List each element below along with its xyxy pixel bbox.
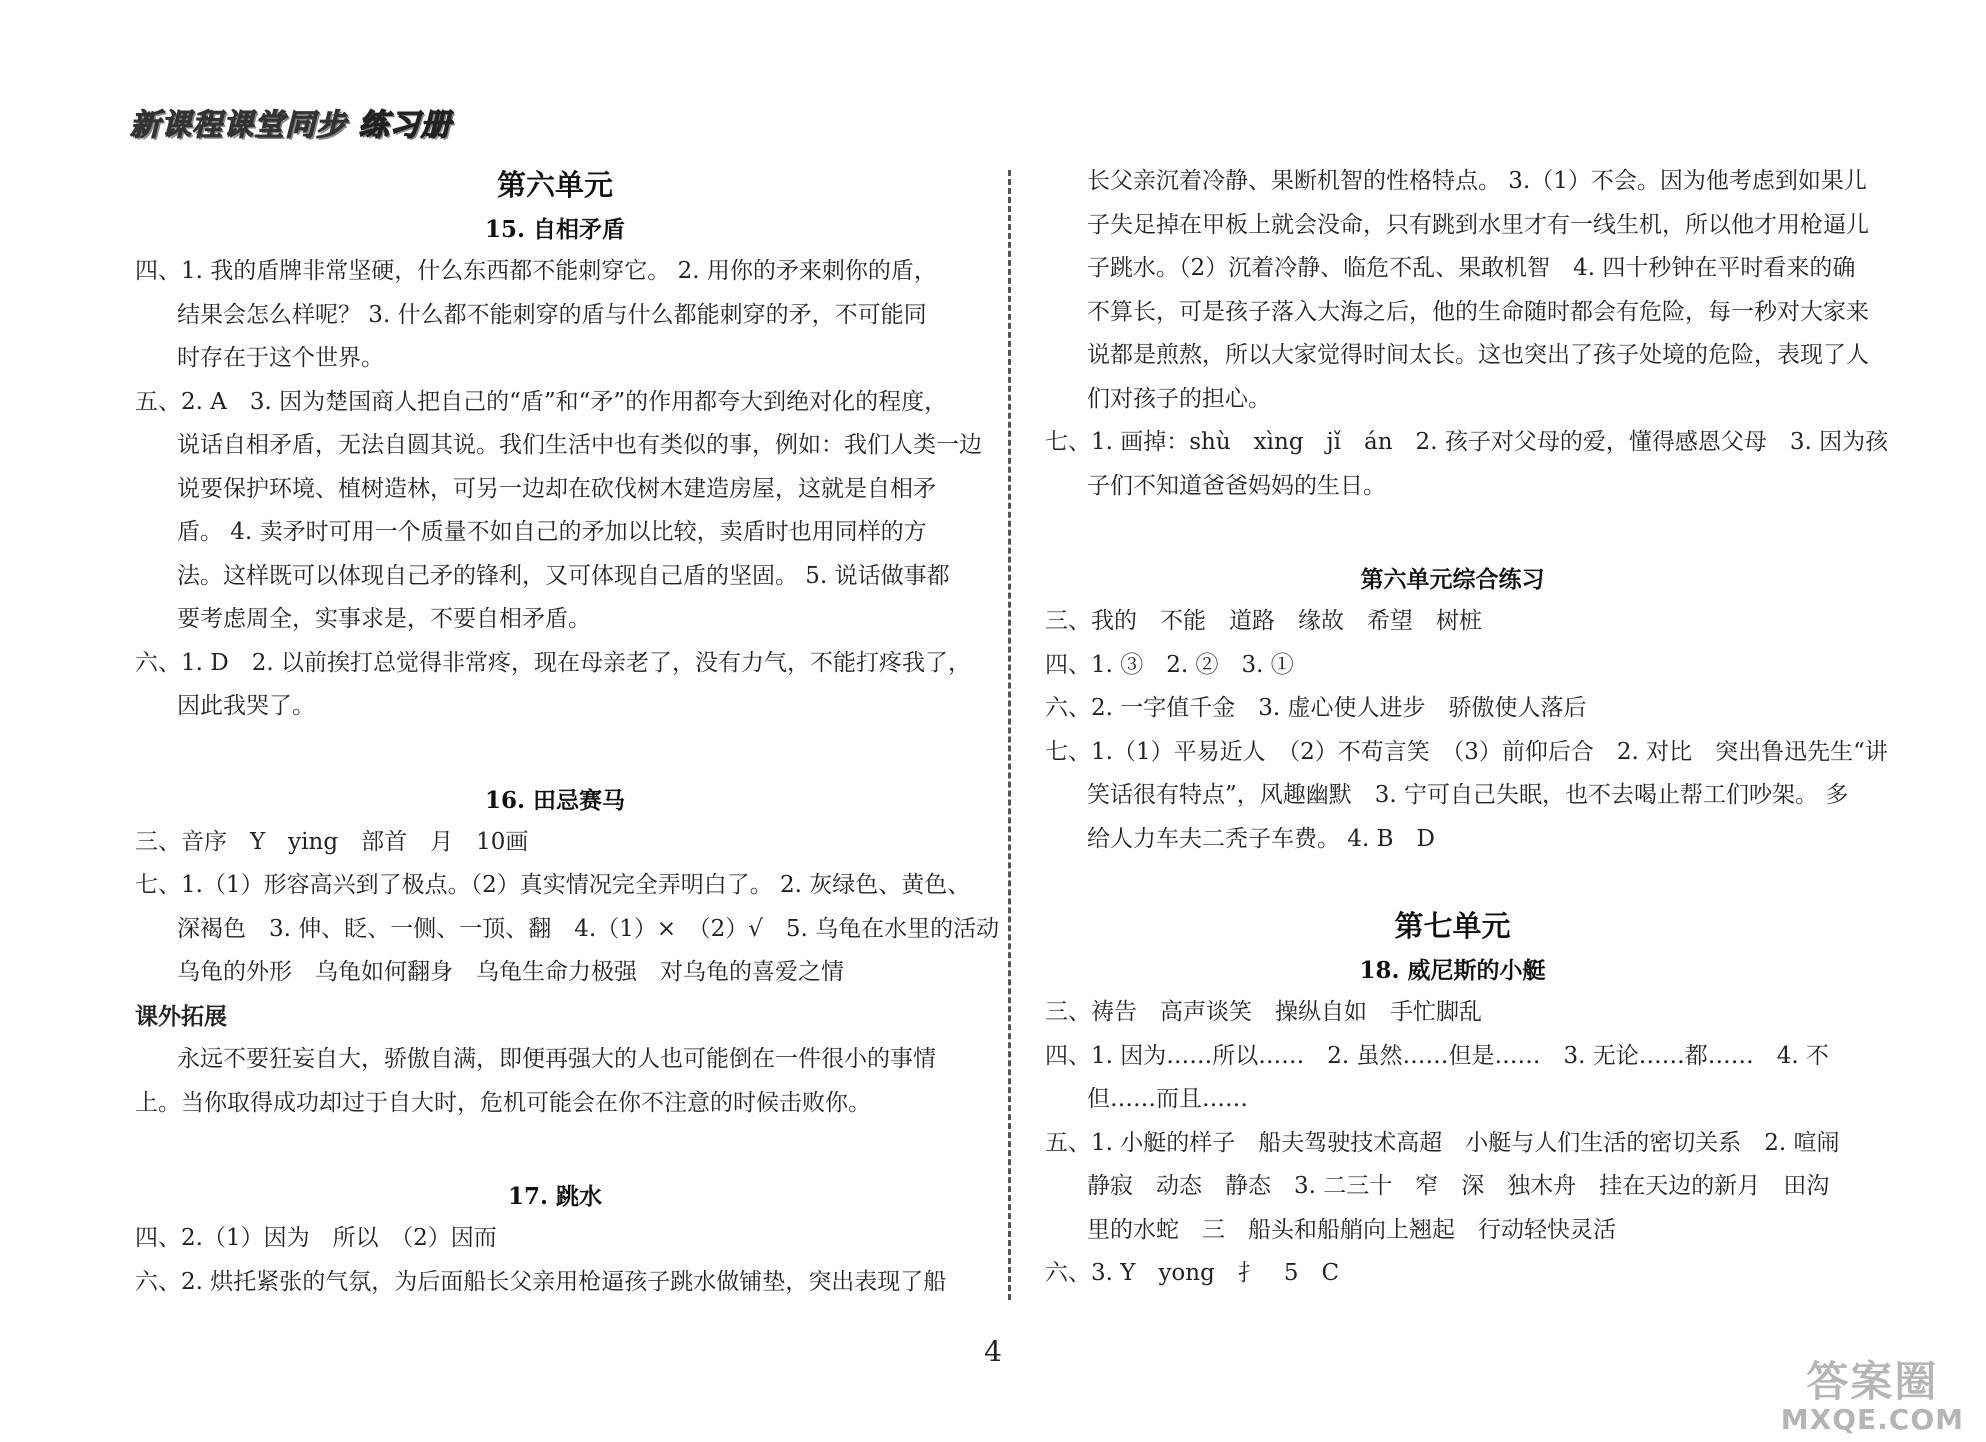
answer-line: 说都是煎熬，所以大家觉得时间太长。这也突出了孩子处境的危险，表现了人	[1087, 342, 1869, 368]
spacer	[135, 1125, 975, 1177]
answer-line: 说话自相矛盾，无法自圆其说。我们生活中也有类似的事，例如：我们人类一边	[177, 432, 982, 458]
answer-line: 六、2. 一字值千金 3. 虚心使人进步 骄傲使人落后	[1045, 695, 1587, 721]
answer-line: 七、1.（1）平易近人 （2）不苟言笑 （3）前仰后合 2. 对比 突出鲁迅先生“讲	[1045, 738, 1888, 765]
right-column	[1045, 160, 1889, 1296]
watermark-logo	[1781, 1349, 1964, 1436]
header-logo	[130, 100, 451, 144]
unit-title: 第七单元	[1394, 909, 1511, 943]
lesson-title: 18. 威尼斯的小艇	[1359, 957, 1546, 984]
answer-line: 六、3. Y yong 扌 5 C	[1045, 1260, 1340, 1286]
answer-line: 时存在于这个世界。	[177, 345, 384, 371]
spacer	[1045, 508, 1860, 560]
answer-line: 四、1. 我的盾牌非常坚硬，什么东西都不能刺穿它。 2. 用你的矛来刺你的盾，	[135, 258, 937, 284]
answer-line: 三、我的 不能 道路 缘故 希望 树桩	[1045, 608, 1482, 634]
answer-line: 长父亲沉着冷静、果断机智的性格特点。 3.（1）不会。因为他考虑到如果儿	[1087, 168, 1867, 194]
page-number: 4	[984, 1335, 1002, 1368]
answer-line: 因此我哭了。	[177, 693, 315, 719]
lesson-title: 15. 自相矛盾	[484, 216, 626, 243]
answer-line: 四、2.（1）因为 所以 （2）因而	[135, 1225, 497, 1251]
answer-line: 但……而且……	[1087, 1086, 1248, 1112]
answer-line: 笑话很有特点”，风趣幽默 3. 宁可自己失眠，也不去喝止帮工们吵架。 多	[1087, 782, 1849, 808]
spacer	[135, 729, 975, 781]
answer-line: 结果会怎么样呢？ 3. 什么都不能刺穿的盾与什么都能刺穿的矛，不可能同	[177, 301, 927, 328]
answer-line: 子跳水。（2）沉着冷静、临危不乱、果敢机智 4. 四十秒钟在平时看来的确	[1087, 255, 1856, 281]
answer-line: 七、1.（1）形容高兴到了极点。（2）真实情况完全弄明白了。 2. 灰绿色、黄色、	[135, 872, 971, 898]
answer-line: 三、音序 Y ying 部首 月 10画	[135, 828, 529, 855]
left-column	[135, 160, 1000, 1304]
answer-line: 三、祷告 高声谈笑 操纵自如 手忙脚乱	[1045, 999, 1482, 1025]
answer-line: 四、1. 因为……所以…… 2. 虽然……但是…… 3. 无论……都…… 4. 不	[1045, 1042, 1830, 1069]
answer-line: 五、1. 小艇的样子 船夫驾驶技术高超 小艇与人们生活的密切关系 2. 喧闹	[1045, 1129, 1840, 1156]
answer-line: 法。这样既可以体现自己矛的锋利，又可体现自己盾的坚固。 5. 说话做事都	[177, 562, 950, 589]
review-title: 第六单元综合练习	[1360, 566, 1545, 593]
answer-line: 不算长，可是孩子落入大海之后，他的生命随时都会有危险，每一秒对大家来	[1087, 298, 1869, 325]
answer-line: 深褐色 3. 伸、眨、一侧、一顶、翻 4.（1）× （2）√ 5. 乌龟在水里的活动	[177, 915, 1000, 942]
extension-heading: 课外拓展	[135, 1002, 227, 1030]
answer-line: 里的水蛇 三 船头和船艄向上翘起 行动轻快灵活	[1087, 1216, 1616, 1243]
answer-line: 四、1. ③ 2. ② 3. ①	[1045, 651, 1294, 678]
answer-line: 子失足掉在甲板上就会没命，只有跳到水里才有一线生机，所以他才用枪逼儿	[1087, 211, 1869, 238]
column-divider	[1008, 170, 1011, 1300]
lesson-title: 17. 跳水	[507, 1183, 603, 1210]
unit-title: 第六单元	[496, 168, 613, 202]
answer-line: 说要保护环境、植树造林，可另一边却在砍伐树木建造房屋，这就是自相矛	[177, 475, 936, 502]
answer-line: 给人力车夫二秃子车费。 4. B D	[1087, 825, 1435, 852]
spacer	[1045, 861, 1860, 901]
lesson-title: 16. 田忌赛马	[484, 786, 626, 814]
answer-line: 六、1. D 2. 以前挨打总觉得非常疼，现在母亲老了，没有力气，不能打疼我了，	[135, 649, 971, 676]
answer-line: 六、2. 烘托紧张的气氛，为后面船长父亲用枪逼孩子跳水做铺垫，突出表现了船	[135, 1268, 947, 1295]
answer-line: 七、1. 画掉：shù xìng jǐ án 2. 孩子对父母的爱，懂得感恩父母 3. 因为孩	[1045, 429, 1889, 455]
answer-line: 永远不要狂妄自大，骄傲自满，即便再强大的人也可能倒在一件很小的事情	[177, 1046, 936, 1072]
answer-line: 子们不知道爸爸妈妈的生日。	[1087, 472, 1386, 499]
answer-line: 上。当你取得成功却过于自大时，危机可能会在你不注意的时候击败你。	[135, 1089, 871, 1116]
watermark-url: MXQE.COM	[1780, 1403, 1964, 1436]
header-series: 新课程课堂同步	[130, 108, 347, 143]
answer-line: 静寂 动态 静态 3. 二三十 窄 深 独木舟 挂在天边的新月 田沟	[1087, 1173, 1830, 1199]
watermark-title: 答案圈	[1806, 1357, 1939, 1406]
answer-line: 五、2. A 3. 因为楚国商人把自己的“盾”和“矛”的作用都夸大到绝对化的程度，	[135, 388, 948, 415]
answer-line: 们对孩子的担心。	[1087, 385, 1271, 412]
answer-line: 盾。 4. 卖矛时可用一个质量不如自己的矛加以比较，卖盾时也用同样的方	[177, 519, 927, 545]
answer-line: 要考虑周全，实事求是，不要自相矛盾。	[177, 606, 591, 632]
answer-line: 乌龟的外形 乌龟如何翻身 乌龟生命力极强 对乌龟的喜爱之情	[177, 959, 844, 985]
header-book-title: 练习册	[358, 108, 452, 143]
